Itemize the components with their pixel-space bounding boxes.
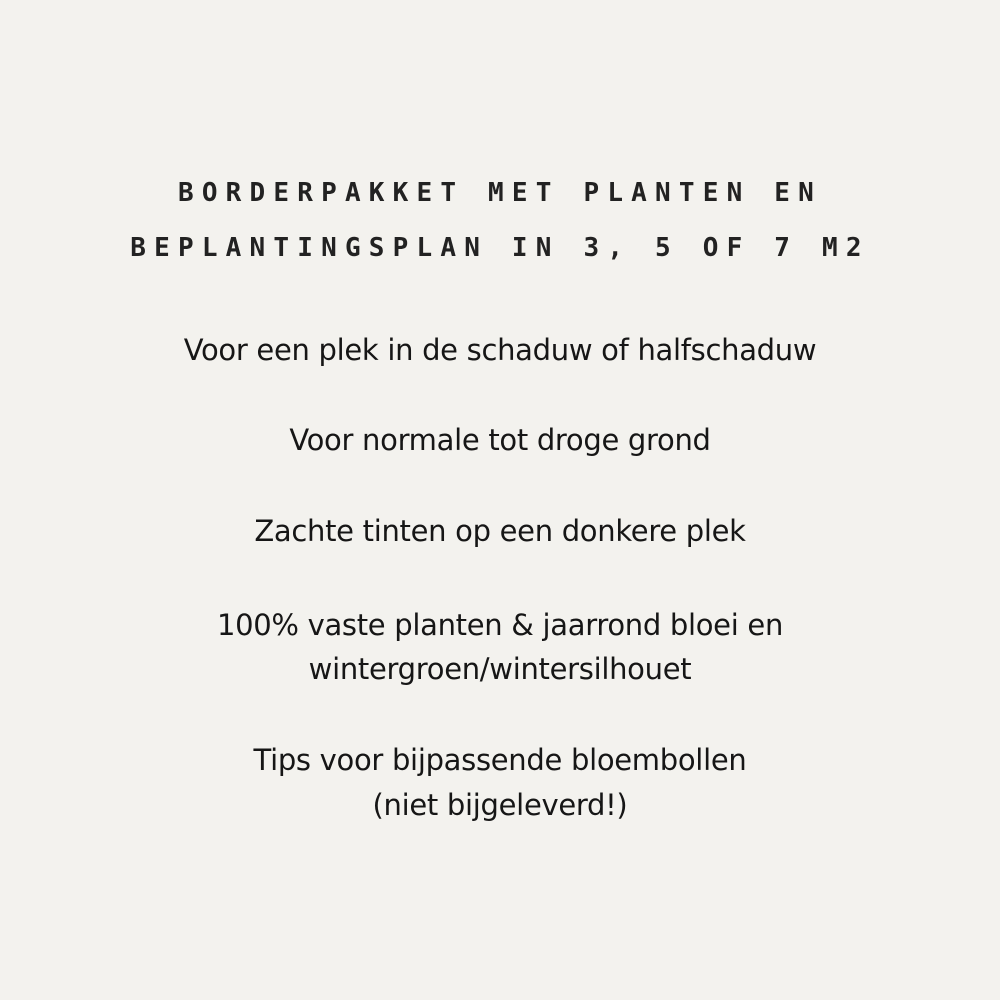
feature-perennials-line-1: 100% vaste planten & jaarrond bloei en: [216, 608, 784, 642]
feature-bulbs-line-2: (niet bijgeleverd!): [372, 788, 628, 822]
feature-tones: Zachte tinten op een donkere plek: [254, 514, 746, 548]
feature-perennials-line-2: wintergroen/wintersilhouet: [308, 652, 692, 686]
feature-bulbs-line-1: Tips voor bijpassende bloembollen: [253, 743, 747, 777]
heading-line-1: BORDERPAKKET MET PLANTEN EN: [177, 178, 823, 208]
heading-line-2: BEPLANTINGSPLAN IN 3, 5 OF 7 M2: [130, 233, 870, 263]
feature-soil: Voor normale tot droge grond: [289, 423, 711, 457]
feature-shade: Voor een plek in de schaduw of halfschaduw: [183, 333, 817, 367]
